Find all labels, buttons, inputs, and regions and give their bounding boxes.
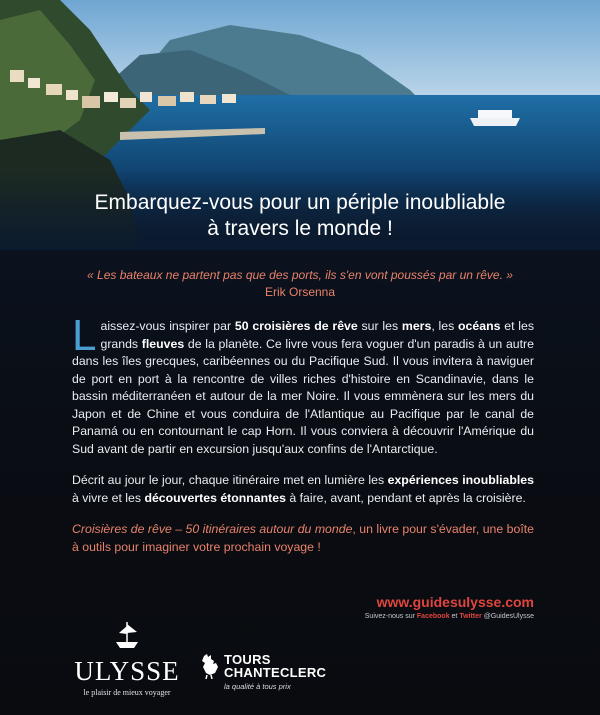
ulysse-tagline: le plaisir de mieux voyager xyxy=(83,688,171,697)
twitter-link[interactable]: Twitter xyxy=(459,613,482,620)
highlight-oceans: océans xyxy=(458,319,501,333)
quote-author: Erik Orsenna xyxy=(264,285,336,299)
tours-line-1: TOURS xyxy=(224,652,271,667)
facebook-link[interactable]: Facebook xyxy=(416,613,450,620)
website-block xyxy=(365,594,534,620)
closing-text: , un livre pour s'évader, une boîte à outils pour imaginer votre prochain voyage ! xyxy=(72,522,535,554)
tours-chanteclerc-logo xyxy=(198,653,348,691)
tours-line-2: CHANTECLERC xyxy=(224,665,327,680)
epigraph xyxy=(40,267,560,301)
social-follow xyxy=(365,613,534,620)
highlight-seas: mers xyxy=(401,319,432,333)
intro-text: sur les xyxy=(357,319,402,333)
follow-handle: @GuidesUlysse xyxy=(481,613,534,620)
itinerary-text: à vivre et les xyxy=(72,490,145,505)
ulysse-name: ULYSSE xyxy=(74,656,180,686)
paragraph-closing xyxy=(72,521,534,556)
ship-icon xyxy=(112,620,142,650)
drop-cap: L xyxy=(72,311,97,360)
intro-text: aissez-vous inspirer par xyxy=(100,319,235,333)
rooster-icon xyxy=(198,653,220,679)
follow-mid: et xyxy=(449,613,460,620)
intro-text: de la planète. Ce livre vous fera voguer d'un paradis à un autre dans les îles grecques, caribéennes ou du Pacifique Sud. Il vous invitera à naviguer de port en port à la rencontre de villes riches d'histoire en Scandinavie, dans le bassin méditerranéen et autour de la mer Noire. Il vous emmènera sur les mers du Japon et de Chine et vous conduira de l'Atlantique au Pacifique par le canal de Panamá ou en contournant le cap Horn. Il vous conviera à découvrir l'Amérique du Sud avant de partir en excursion jusqu'aux confins de l'Antarctique. xyxy=(72,336,534,456)
headline-line-1: Embarquez-vous pour un périple inoubliable xyxy=(94,191,506,214)
tours-tagline: la qualité à tous prix xyxy=(224,682,291,691)
intro-text: , les xyxy=(431,319,459,333)
book-title: Croisières de rêve – 50 itinéraires autour du monde xyxy=(72,522,353,536)
itinerary-text: à faire, avant, pendant et après la croisière. xyxy=(285,490,526,505)
description xyxy=(72,311,535,570)
follow-prefix: Suivez-nous sur xyxy=(364,613,417,620)
website-link[interactable]: www.guidesulysse.com xyxy=(376,594,534,610)
highlight-cruises: 50 croisières de rêve xyxy=(234,319,358,333)
ulysse-logo xyxy=(72,620,182,697)
headline xyxy=(0,190,600,242)
highlight-experiences: expériences inoubliables xyxy=(387,473,534,487)
highlight-rivers: fleuves xyxy=(141,336,185,351)
highlight-discoveries: découvertes étonnantes xyxy=(144,490,286,505)
itinerary-text: Décrit au jour le jour, chaque itinéraire met en lumière les xyxy=(72,473,388,487)
paragraph-intro xyxy=(72,311,534,458)
headline-line-2: à travers le monde ! xyxy=(207,217,393,240)
paragraph-itinerary xyxy=(72,472,534,507)
quote-text: « Les bateaux ne partent pas que des ports, ils s'en vont poussés par un rêve. » xyxy=(87,268,513,282)
intro-text: et les grands xyxy=(100,319,534,351)
